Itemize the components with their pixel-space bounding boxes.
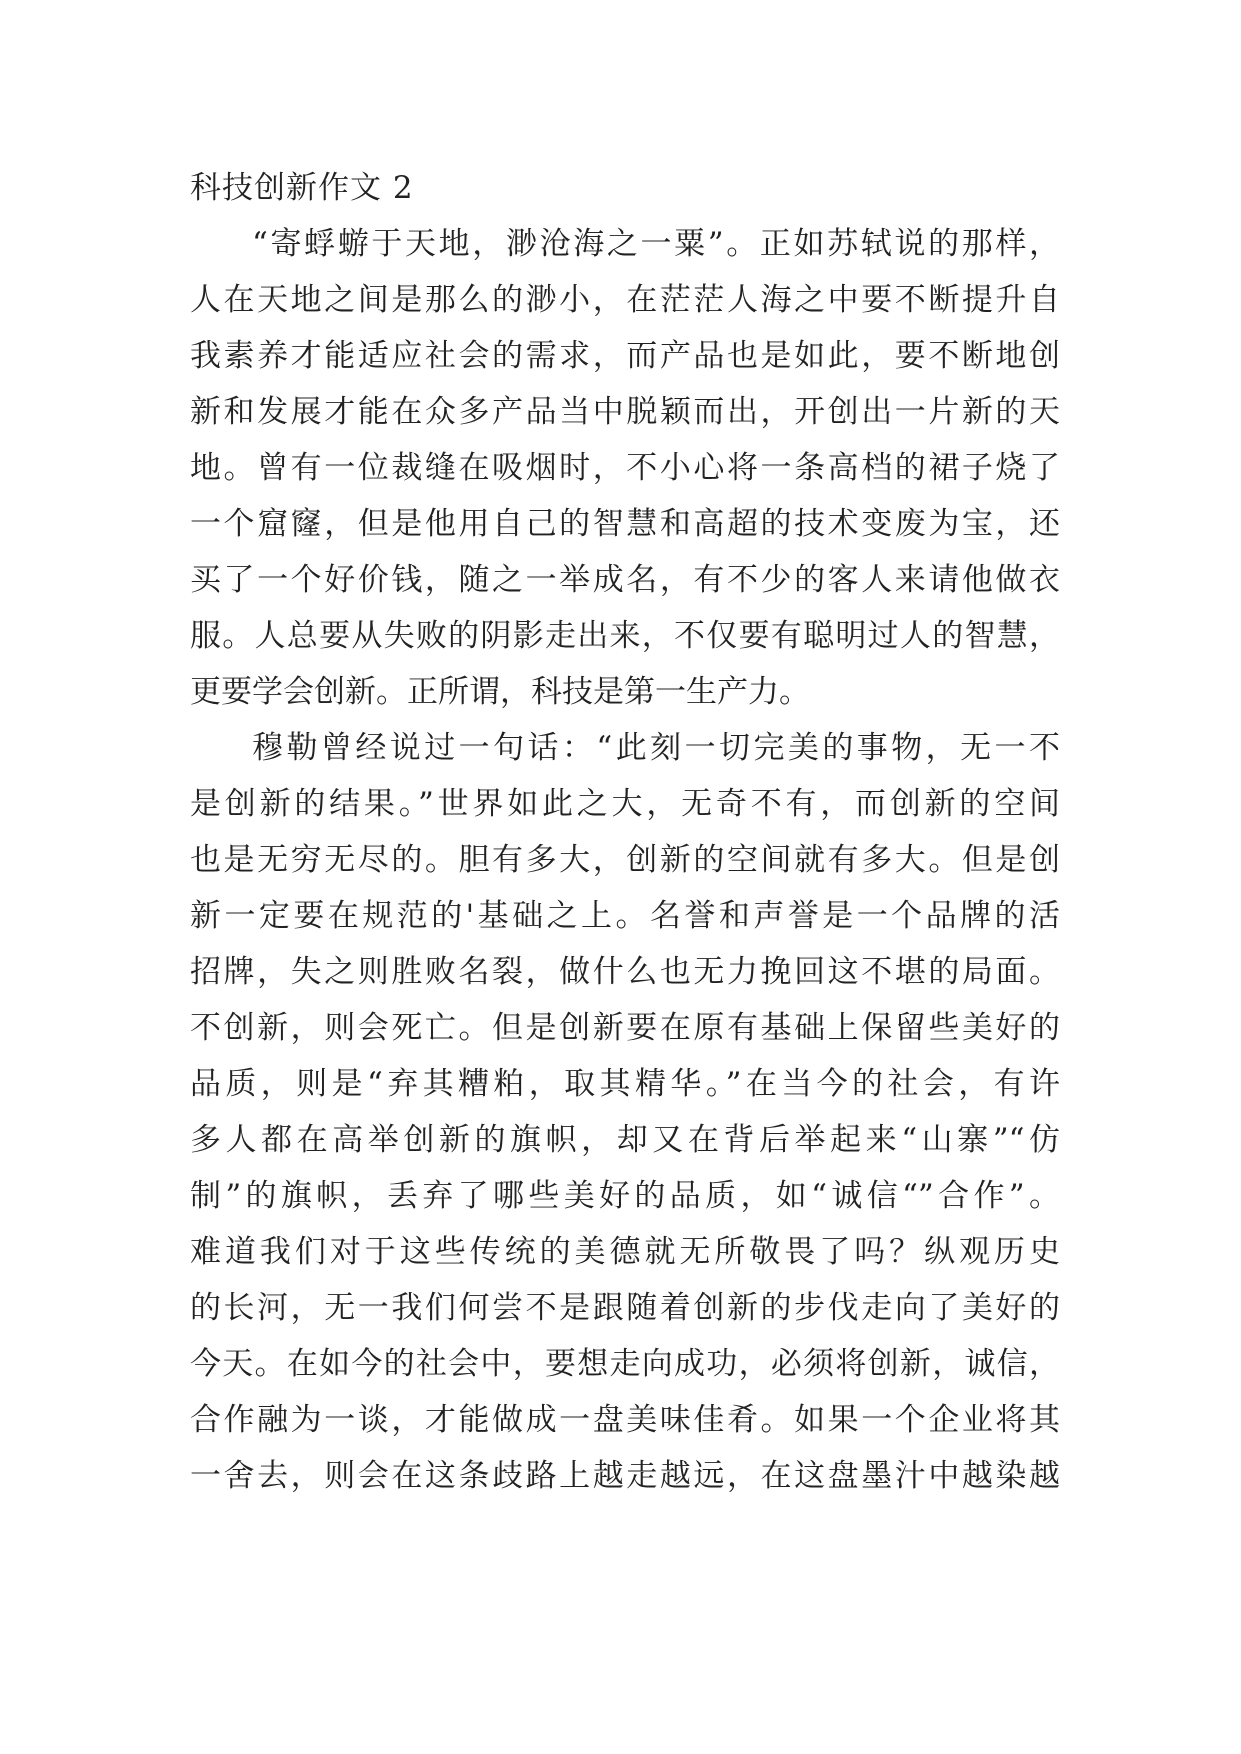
document-title: 科技创新作文 2 (190, 170, 414, 206)
text-line: 地。曾有一位裁缝在吸烟时，不小心将一条高档的裙子烧了 (190, 450, 1060, 486)
document-page (190, 0, 1060, 1754)
text-line: 品质，则是“弃其糟粕，取其精华。”在当今的社会，有许 (190, 1066, 1060, 1102)
text-line: 不创新，则会死亡。但是创新要在原有基础上保留些美好的 (190, 1010, 1060, 1046)
text-line: 一舍去，则会在这条歧路上越走越远，在这盘墨汁中越染越 (190, 1458, 1060, 1494)
text-line: 是创新的结果。”世界如此之大，无奇不有，而创新的空间 (190, 786, 1060, 822)
text-line: “寄蜉蝣于天地，渺沧海之一粟”。正如苏轼说的那样， (252, 226, 1060, 262)
text-line: 也是无穷无尽的。胆有多大，创新的空间就有多大。但是创 (190, 842, 1060, 878)
text-line: 今天。在如今的社会中，要想走向成功，必须将创新，诚信， (190, 1346, 1060, 1382)
text-line: 多人都在高举创新的旗帜，却又在背后举起来“山寨”“仿 (190, 1122, 1060, 1158)
text-line: 我素养才能适应社会的需求，而产品也是如此，要不断地创 (190, 338, 1060, 374)
text-line: 买了一个好价钱，随之一举成名，有不少的客人来请他做衣 (190, 562, 1060, 598)
text-line: 的长河，无一我们何尝不是跟随着创新的步伐走向了美好的 (190, 1290, 1060, 1326)
text-line: 新和发展才能在众多产品当中脱颖而出，开创出一片新的天 (190, 394, 1060, 430)
text-line: 合作融为一谈，才能做成一盘美味佳肴。如果一个企业将其 (190, 1402, 1060, 1438)
text-line: 制”的旗帜，丢弃了哪些美好的品质，如“诚信“”合作”。 (190, 1178, 1060, 1214)
text-line: 穆勒曾经说过一句话：“此刻一切完美的事物，无一不 (252, 730, 1060, 766)
text-line: 人在天地之间是那么的渺小，在茫茫人海之中要不断提升自 (190, 282, 1060, 318)
text-line: 难道我们对于这些传统的美德就无所敬畏了吗？纵观历史 (190, 1234, 1060, 1270)
text-line: 服。人总要从失败的阴影走出来，不仅要有聪明过人的智慧， (190, 618, 1060, 654)
text-line: 招牌，失之则胜败名裂，做什么也无力挽回这不堪的局面。 (190, 954, 1060, 990)
text-line: 新一定要在规范的'基础之上。名誉和声誉是一个品牌的活 (190, 898, 1060, 934)
text-line: 一个窟窿，但是他用自己的智慧和高超的技术变废为宝，还 (190, 506, 1060, 542)
text-line: 更要学会创新。正所谓，科技是第一生产力。 (190, 674, 810, 710)
